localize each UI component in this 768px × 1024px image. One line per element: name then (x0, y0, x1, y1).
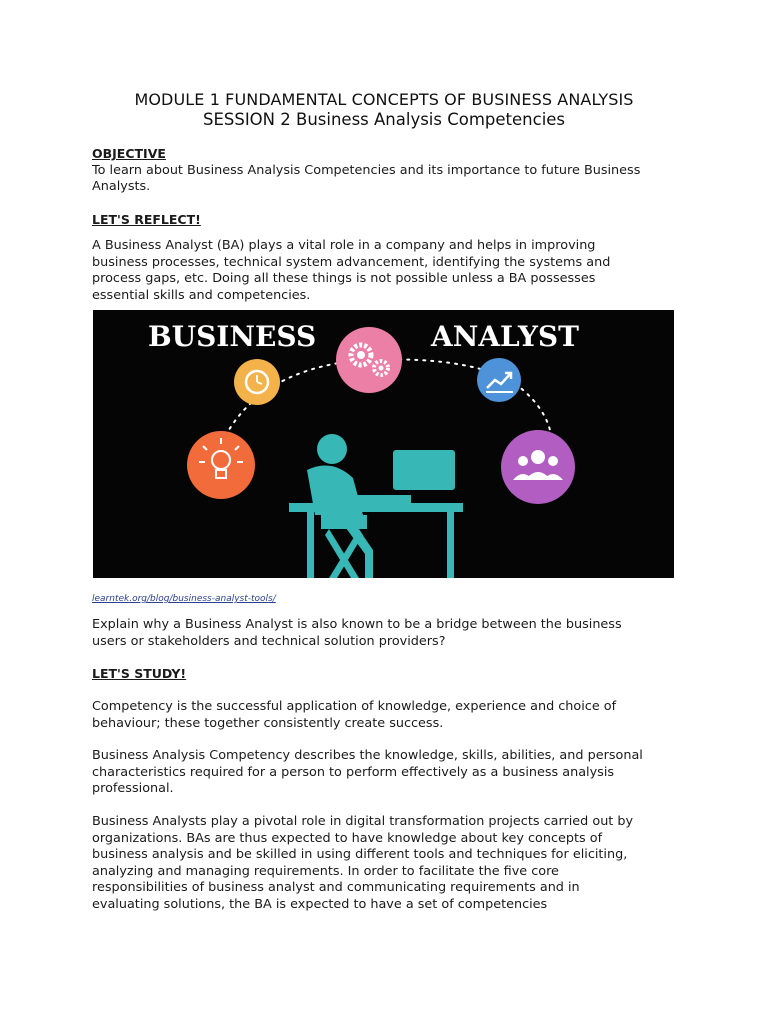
lightbulb-icon (187, 431, 255, 499)
reflect-section (92, 212, 682, 229)
objective-line-1: To learn about Business Analysis Competencies and its importance to future Business (92, 162, 641, 178)
study-p1-line-1: Competency is the successful application of knowledge, experience and choice of (92, 699, 617, 714)
question-paragraph (92, 617, 682, 650)
study-p3-line-1: Business Analysts play a pivotal role in digital transformation projects carried out by (92, 814, 634, 829)
study-p3-line-4: analyzing and managing requirements. In order to facilitate the five core (92, 863, 559, 879)
study-p3-line-3: business analysis and be skilled in using different tools and techniques for eliciting, (92, 847, 628, 862)
image-source-link[interactable]: learntek.org/blog/business-analyst-tools/ (92, 594, 276, 604)
analyst-word: ANALYST (431, 320, 579, 353)
business-analyst-illustration (93, 310, 674, 578)
study-p1-line-2: behaviour; these together consistently create success. (92, 715, 444, 731)
gears-icon (336, 327, 402, 393)
question-line-1: Explain why a Business Analyst is also known to be a bridge between the business (92, 617, 622, 632)
objective-heading: OBJECTIVE (92, 146, 166, 161)
study-paragraph-1 (92, 699, 682, 732)
study-p2-line-2: characteristics required for a person to perform effectively as a business analysis (92, 764, 615, 780)
reflect-line-3: process gaps, etc. Doing all these things is not possible unless a BA possesses (92, 271, 596, 286)
study-p3-line-6: evaluating solutions, the BA is expected to have a set of competencies (92, 896, 548, 912)
objective-line-2: Analysts. (92, 179, 151, 194)
study-p3-line-2: organizations. BAs are thus expected to have knowledge about key concepts of (92, 830, 603, 846)
study-section (92, 666, 682, 683)
study-heading: LET'S STUDY! (92, 666, 187, 681)
clock-icon (234, 359, 280, 405)
reflect-heading: LET'S REFLECT! (92, 212, 201, 227)
study-paragraph-3 (92, 814, 682, 913)
team-icon (501, 430, 575, 504)
business-word: BUSINESS (148, 320, 317, 353)
person-at-desk (289, 434, 463, 578)
reflect-line-2: business processes, technical system advancement, identifying the systems and (92, 254, 611, 270)
study-paragraph-2 (92, 748, 682, 798)
question-line-2: users or stakeholders and technical solution providers? (92, 633, 446, 649)
reflect-paragraph (92, 238, 682, 304)
objective-section (92, 146, 682, 196)
session-title: SESSION 2 Business Analysis Competencies (202, 110, 566, 129)
study-p2-line-3: professional. (92, 781, 174, 796)
reflect-line-1: A Business Analyst (BA) plays a vital role in a company and helps in improving (92, 238, 596, 253)
reflect-line-4: essential skills and competencies. (92, 287, 311, 303)
study-p3-line-5: responsibilities of business analyst and communicating requirements and in (92, 880, 580, 895)
growth-chart-icon (477, 358, 521, 402)
module-title: MODULE 1 FUNDAMENTAL CONCEPTS OF BUSINESS ANALYSIS (134, 90, 634, 109)
study-p2-line-1: Business Analysis Competency describes the knowledge, skills, abilities, and personal (92, 748, 643, 763)
